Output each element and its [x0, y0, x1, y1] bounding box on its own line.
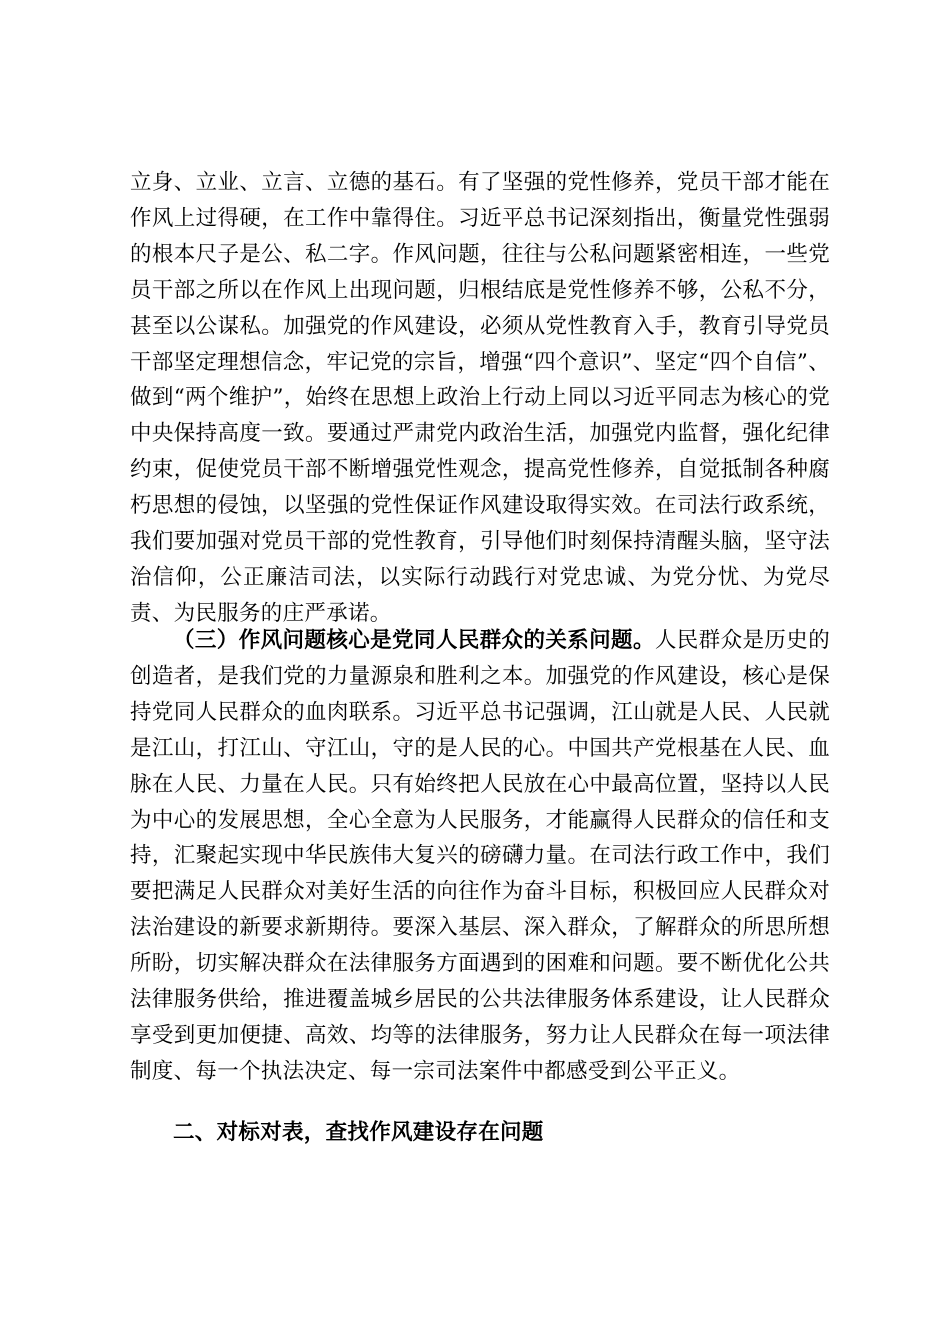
section-paragraph-body: 人民群众是历史的创造者，是我们党的力量源泉和胜利之本。加强党的作风建设，核心是保持党同人民群众的血肉联系。习近平总书记强调，江山就是人民、人民就是江山，打江山、守江山，守的是人民的心。中国共产党根基在人民、血脉在人民、力量在人民。只有始终把人民放在心中最高位置，坚持以人民为中心的发展思想，全心全意为人民服务，才能赢得人民群众的信任和支持，汇聚起实现中华民族伟大复兴的磅礴力量。在司法行政工作中，我们要把满足人民群众对美好生活的向往作为奋斗目标，积极回应人民群众对法治建设的新要求新期待。要深入基层、深入群众，了解群众的所思所想所盼，切实解决群众在法律服务方面遇到的困难和问题。要不断优化公共法律服务供给，推进覆盖城乡居民的公共法律服务体系建设，让人民群众享受到更加便捷、高效、均等的法律服务，努力让人民群众在每一项法律制度、每一个执法决定、每一宗司法案件中都感受到公平正义。 [130, 628, 830, 1084]
subsection-heading: （三）作风问题核心是党同人民群众的关系问题。 [173, 628, 655, 653]
section-paragraph [130, 623, 830, 1090]
body-paragraph: 立身、立业、立言、立德的基石。有了坚强的党性修养，党员干部才能在作风上过得硬，在工作中靠得住。习近平总书记深刻指出，衡量党性强弱的根本尺子是公、私二字。作风问题，往往与公私问题紧密相连，一些党员干部之所以在作风上出现问题，归根结底是党性修养不够，公私不分，甚至以公谋私。加强党的作风建设，必须从党性教育入手，教育引导党员干部坚定理想信念，牢记党的宗旨，增强“四个意识”、坚定“四个自信”、做到“两个维护”，始终在思想上政治上行动上同以习近平同志为核心的党中央保持高度一致。要通过严肃党内政治生活，加强党内监督，强化纪律约束，促使党员干部不断增强党性观念，提高党性修养，自觉抵制各种腐朽思想的侵蚀，以坚强的党性保证作风建设取得实效。在司法行政系统，我们要加强对党员干部的党性教育，引导他们时刻保持清醒头脑，坚守法治信仰，公正廉洁司法，以实际行动践行对党忠诚、为党分忧、为党尽责、为民服务的庄严承诺。 [130, 170, 830, 626]
section-heading: 二、对标对表，查找作风建设存在问题 [173, 1120, 544, 1145]
